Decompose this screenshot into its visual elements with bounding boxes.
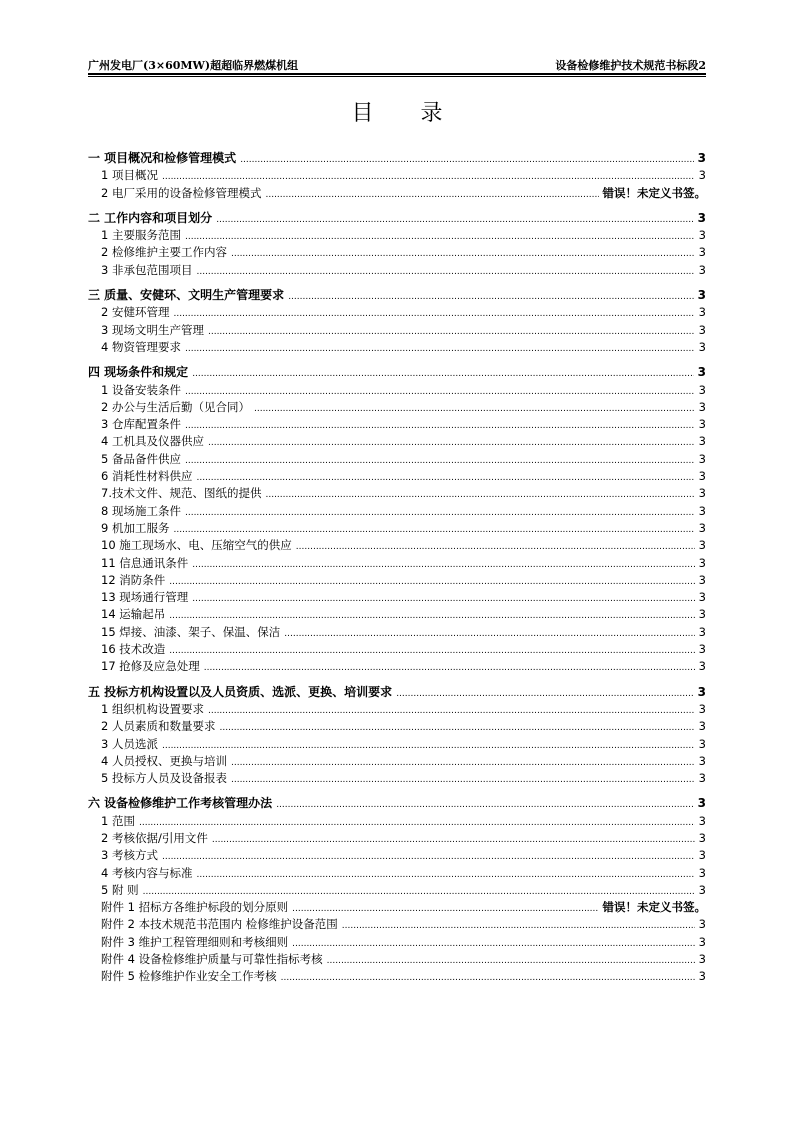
- toc-page-number: 3: [698, 503, 706, 518]
- toc-entry-text: 11 信息通讯条件: [101, 555, 189, 570]
- toc-page-number: 错误！未定义书签。: [602, 185, 706, 200]
- toc-subsection-entry[interactable]: [88, 865, 706, 882]
- header-right-text: 设备检修维护技术规范书标段2: [555, 59, 706, 72]
- toc-subsection-entry[interactable]: [88, 503, 706, 520]
- toc-subsection-entry[interactable]: [88, 813, 706, 830]
- toc-section-entry[interactable]: [88, 795, 706, 812]
- toc-entry-text: 附件 1 招标方各维护标段的划分原则: [101, 900, 289, 915]
- toc-page-number: 3: [698, 228, 706, 243]
- toc-entry-text: 3 人员选派: [101, 736, 158, 751]
- toc-entry-text: 1 组织机构设置要求: [101, 701, 204, 716]
- toc-page-number: 3: [698, 399, 706, 414]
- toc-entry-text: 3 现场文明生产管理: [101, 322, 204, 337]
- toc-subsection-entry[interactable]: [88, 658, 706, 675]
- toc-page-number: 3: [698, 382, 706, 397]
- toc-entry-text: 附件 4 设备检修维护质量与可靠性指标考核: [101, 952, 323, 967]
- header-rule: [88, 73, 706, 77]
- toc-entry-text: 2 考核依据/引用文件: [101, 830, 208, 845]
- toc-page-number: 3: [698, 262, 706, 277]
- toc-entry-text: 4 考核内容与标准: [101, 865, 193, 880]
- toc-page-number: 3: [698, 719, 706, 734]
- toc-entry-text: 二 工作内容和项目划分: [88, 210, 213, 225]
- toc-subsection-entry[interactable]: [88, 537, 706, 554]
- toc-subsection-entry[interactable]: [88, 916, 706, 933]
- toc-page-number: 3: [698, 607, 706, 622]
- toc-page-number: 3: [698, 322, 706, 337]
- toc-dot-leader: [231, 772, 695, 789]
- toc-page-number: 3: [698, 952, 706, 967]
- toc-entry-text: 1 主要服务范围: [101, 228, 181, 243]
- toc-page-number: 3: [698, 168, 706, 183]
- toc-section-entry[interactable]: [88, 210, 706, 227]
- toc-title: 目 录: [351, 101, 463, 126]
- toc-page-number: 3: [698, 969, 706, 984]
- toc-subsection-entry[interactable]: [88, 589, 706, 606]
- toc-entry-text: 5 备品备件供应: [101, 451, 181, 466]
- toc-entry-text: 3 非承包范围项目: [101, 262, 193, 277]
- toc-entry-text: 5 附 则: [101, 882, 139, 897]
- toc-page-number: 3: [698, 917, 706, 932]
- toc-page-number: 3: [697, 684, 706, 699]
- toc-subsection-entry[interactable]: [88, 718, 706, 735]
- toc-entry-text: 2 办公与生活后勤（见合同）: [101, 399, 250, 414]
- toc-page-number: 3: [698, 642, 706, 657]
- toc-subsection-entry[interactable]: [88, 830, 706, 847]
- toc-entry-text: 13 现场通行管理: [101, 590, 189, 605]
- toc-entry-text: 附件 5 检修维护作业安全工作考核: [101, 969, 277, 984]
- toc-page-number: 3: [698, 469, 706, 484]
- toc-page-number: 3: [698, 451, 706, 466]
- toc-entry-text: 9 机加工服务: [101, 520, 170, 535]
- toc-subsection-entry[interactable]: [88, 416, 706, 433]
- toc-page-number: 3: [698, 701, 706, 716]
- toc-subsection-entry[interactable]: [88, 753, 706, 770]
- toc-subsection-entry[interactable]: [88, 399, 706, 416]
- toc-page-number: 3: [698, 736, 706, 751]
- toc-page-number: 3: [698, 245, 706, 260]
- toc-entry-text: 2 电厂采用的设备检修管理模式: [101, 185, 262, 200]
- toc-subsection-entry[interactable]: [88, 606, 706, 623]
- toc-page-number: 3: [698, 538, 706, 553]
- toc-entry-text: 8 现场施工条件: [101, 503, 181, 518]
- toc-entry-text: 4 人员授权、更换与培训: [101, 753, 227, 768]
- table-of-contents: [88, 150, 706, 986]
- toc-entry-text: 附件 2 本技术规范书范围内 检修维护设备范围: [101, 917, 338, 932]
- toc-page-number: 3: [698, 520, 706, 535]
- toc-page-number: 3: [698, 555, 706, 570]
- toc-subsection-entry[interactable]: [88, 572, 706, 589]
- toc-page-number: 3: [698, 934, 706, 949]
- toc-entry-text: 12 消防条件: [101, 572, 166, 587]
- toc-subsection-entry[interactable]: [88, 262, 706, 279]
- toc-entry-text: 1 设备安装条件: [101, 382, 181, 397]
- toc-entry-text: 5 投标方人员及设备报表: [101, 771, 227, 786]
- toc-entry-text: 五 投标方机构设置以及人员资质、选派、更换、培训要求: [88, 684, 393, 699]
- toc-subsection-entry[interactable]: [88, 899, 706, 916]
- toc-page-number: 3: [697, 288, 706, 303]
- header-left-text: 广州发电厂(3×60MW)超超临界燃煤机组: [88, 59, 299, 72]
- toc-entry-text: 6 消耗性材料供应: [101, 469, 193, 484]
- toc-page-number: 3: [698, 771, 706, 786]
- toc-subsection-entry[interactable]: [88, 736, 706, 753]
- toc-page-number: 3: [698, 486, 706, 501]
- toc-section-entry[interactable]: [88, 150, 706, 167]
- toc-page-number: 3: [698, 830, 706, 845]
- toc-entry-text: 4 物资管理要求: [101, 339, 181, 354]
- toc-page-number: 3: [698, 434, 706, 449]
- toc-entry-text: 附件 3 维护工程管理细则和考核细则: [101, 934, 289, 949]
- toc-entry-text: 2 检修维护主要工作内容: [101, 245, 227, 260]
- toc-subsection-entry[interactable]: [88, 339, 706, 356]
- toc-page-number: 3: [698, 813, 706, 828]
- toc-subsection-entry[interactable]: [88, 433, 706, 450]
- page-header: [88, 57, 706, 73]
- toc-page-number: 3: [698, 624, 706, 639]
- toc-page-number: 错误！未定义书签。: [602, 900, 706, 915]
- toc-subsection-entry[interactable]: [88, 555, 706, 572]
- toc-entry-text: 4 工机具及仪器供应: [101, 434, 204, 449]
- toc-page-number: 3: [697, 151, 706, 165]
- toc-subsection-entry[interactable]: [88, 167, 706, 184]
- toc-subsection-entry[interactable]: [88, 968, 706, 985]
- toc-page-number: 3: [698, 417, 706, 432]
- toc-subsection-entry[interactable]: [88, 185, 706, 202]
- toc-page-number: 3: [698, 305, 706, 320]
- toc-subsection-entry[interactable]: [88, 934, 706, 951]
- toc-entry-text: 四 现场条件和规定: [88, 365, 189, 380]
- toc-entry-text: 17 抢修及应急处理: [101, 659, 200, 674]
- toc-entry-text: 16 技术改造: [101, 642, 166, 657]
- toc-entry-text: 7.技术文件、规范、图纸的提供: [101, 486, 262, 501]
- toc-entry-text: 15 焊接、油漆、架子、保温、保洁: [101, 624, 281, 639]
- toc-subsection-entry[interactable]: [88, 382, 706, 399]
- toc-subsection-entry[interactable]: [88, 882, 706, 899]
- toc-dot-leader: [204, 660, 695, 677]
- toc-page-number: 3: [698, 590, 706, 605]
- toc-section-entry[interactable]: [88, 364, 706, 381]
- toc-dot-leader: [265, 187, 598, 204]
- toc-page-number: 3: [698, 572, 706, 587]
- toc-subsection-entry[interactable]: [88, 227, 706, 244]
- toc-entry-text: 10 施工现场水、电、压缩空气的供应: [101, 538, 292, 553]
- toc-page-number: 3: [698, 753, 706, 768]
- toc-dot-leader: [185, 341, 695, 358]
- toc-entry-text: 3 考核方式: [101, 848, 158, 863]
- toc-page-number: 3: [697, 365, 706, 380]
- toc-entry-text: 三 质量、安健环、文明生产管理要求: [88, 288, 285, 303]
- toc-subsection-entry[interactable]: [88, 770, 706, 787]
- toc-page-number: 3: [698, 865, 706, 880]
- toc-subsection-entry[interactable]: [88, 520, 706, 537]
- toc-subsection-entry[interactable]: [88, 322, 706, 339]
- toc-dot-leader: [281, 970, 695, 987]
- toc-subsection-entry[interactable]: [88, 485, 706, 502]
- toc-subsection-entry[interactable]: [88, 951, 706, 968]
- toc-entry-text: 14 运输起吊: [101, 607, 166, 622]
- toc-page-number: 3: [697, 210, 706, 225]
- toc-page-number: 3: [698, 339, 706, 354]
- toc-entry-text: 2 安健环管理: [101, 305, 170, 320]
- toc-page-number: 3: [698, 659, 706, 674]
- toc-subsection-entry[interactable]: [88, 847, 706, 864]
- toc-entry-text: 3 仓库配置条件: [101, 417, 181, 432]
- toc-subsection-entry[interactable]: [88, 641, 706, 658]
- toc-subsection-entry[interactable]: [88, 244, 706, 261]
- toc-entry-text: 六 设备检修维护工作考核管理办法: [88, 796, 273, 811]
- toc-page-number: 3: [697, 796, 706, 811]
- toc-entry-text: 1 范围: [101, 813, 135, 828]
- toc-subsection-entry[interactable]: [88, 624, 706, 641]
- toc-subsection-entry[interactable]: [88, 468, 706, 485]
- toc-section-entry[interactable]: [88, 684, 706, 701]
- toc-section-entry[interactable]: [88, 287, 706, 304]
- toc-entry-text: 一 项目概况和检修管理模式: [88, 151, 237, 165]
- toc-subsection-entry[interactable]: [88, 701, 706, 718]
- toc-subsection-entry[interactable]: [88, 451, 706, 468]
- toc-entry-text: 2 人员素质和数量要求: [101, 719, 216, 734]
- toc-dot-leader: [196, 264, 694, 281]
- toc-page-number: 3: [698, 848, 706, 863]
- toc-subsection-entry[interactable]: [88, 304, 706, 321]
- toc-entry-text: 1 项目概况: [101, 168, 158, 183]
- toc-page-number: 3: [698, 882, 706, 897]
